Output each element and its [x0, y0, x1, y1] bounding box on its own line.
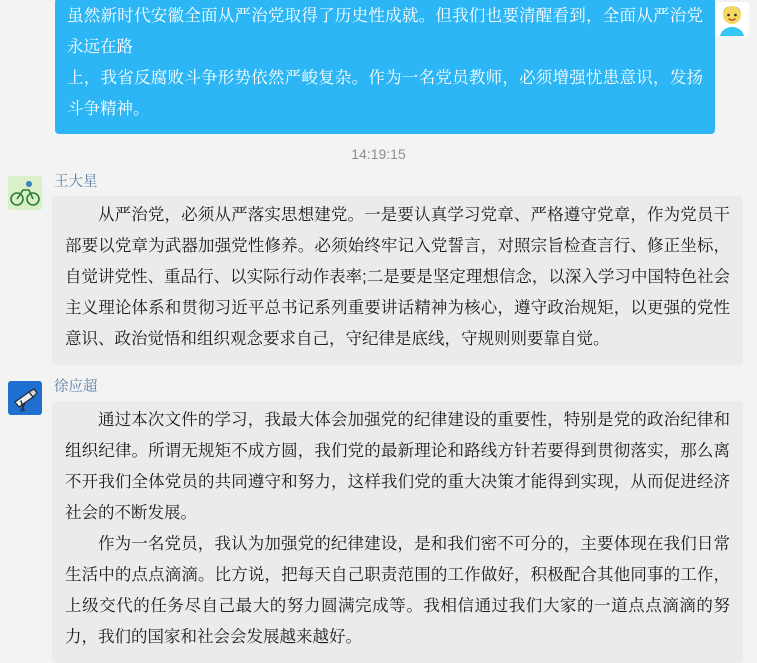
message-bubble-outgoing[interactable]: [55, 0, 715, 134]
message-timestamp: 14:19:15: [351, 146, 406, 162]
message-bubble-incoming[interactable]: [52, 196, 743, 365]
chat-message-outgoing: [0, 0, 757, 134]
message-paragraph: 从严治党，必须从严落实思想建党。一是要认真学习党章、严格遵守党章，作为党员干部要以党章为武器加强党性修养。必须始终牢记入党誓言，对照宗旨检查言行、修正坐标，自觉讲党性、重品行、以实际行动作表率;二是要是坚定理想信念，以深入学习中国特色社会主义理论体系和贯彻习近平总书记系列重要讲话精神为核心，遵守政治规矩，以更强的党性意识、政治觉悟和组织观念要求自己，守纪律是底线，守规则则要靠自觉。: [65, 206, 730, 348]
message-body: [52, 377, 743, 663]
message-paragraph: 作为一名党员，我认为加强党的纪律建设，是和我们密不可分的，主要体现在我们日常生活中的点点滴滴。比方说，把每天自己职责范围的工作做好，积极配合其他同事的工作，上级交代的任务尽自己最大的努力圆满完成等。我相信通过我们大家的一道点点滴滴的努力，我们的国家和社会会发展越来越好。: [65, 535, 730, 646]
chat-message-incoming: [0, 377, 757, 663]
girl-cyclist-avatar[interactable]: [715, 2, 749, 36]
bicycle-avatar[interactable]: [8, 176, 42, 210]
message-text-line-1: 虽然新时代安徽全面从严治党取得了历史性成就。但我们也要清醒看到，全面从严治党永远在路: [67, 7, 703, 56]
chat-message-incoming: [0, 172, 757, 365]
sender-name: 王大星: [54, 174, 98, 190]
sender-name: 徐应超: [54, 379, 98, 395]
telescope-avatar[interactable]: [8, 381, 42, 415]
message-bubble-incoming[interactable]: [52, 401, 743, 663]
message-text-line-2: 上，我省反腐败斗争形势依然严峻复杂。作为一名党员教师，必须增强忧患意识，发扬斗争精神。: [67, 69, 703, 118]
message-paragraph: 通过本次文件的学习，我最大体会加强党的纪律建设的重要性，特别是党的政治纪律和组织纪律。所谓无规矩不成方圆，我们党的最新理论和路线方针若要得到贯彻落实，那么离不开我们全体党员的共同遵守和努力，这样我们党的重大决策才能得到实现，从而促进经济社会的不断发展。: [65, 411, 730, 522]
message-body: [52, 172, 743, 365]
